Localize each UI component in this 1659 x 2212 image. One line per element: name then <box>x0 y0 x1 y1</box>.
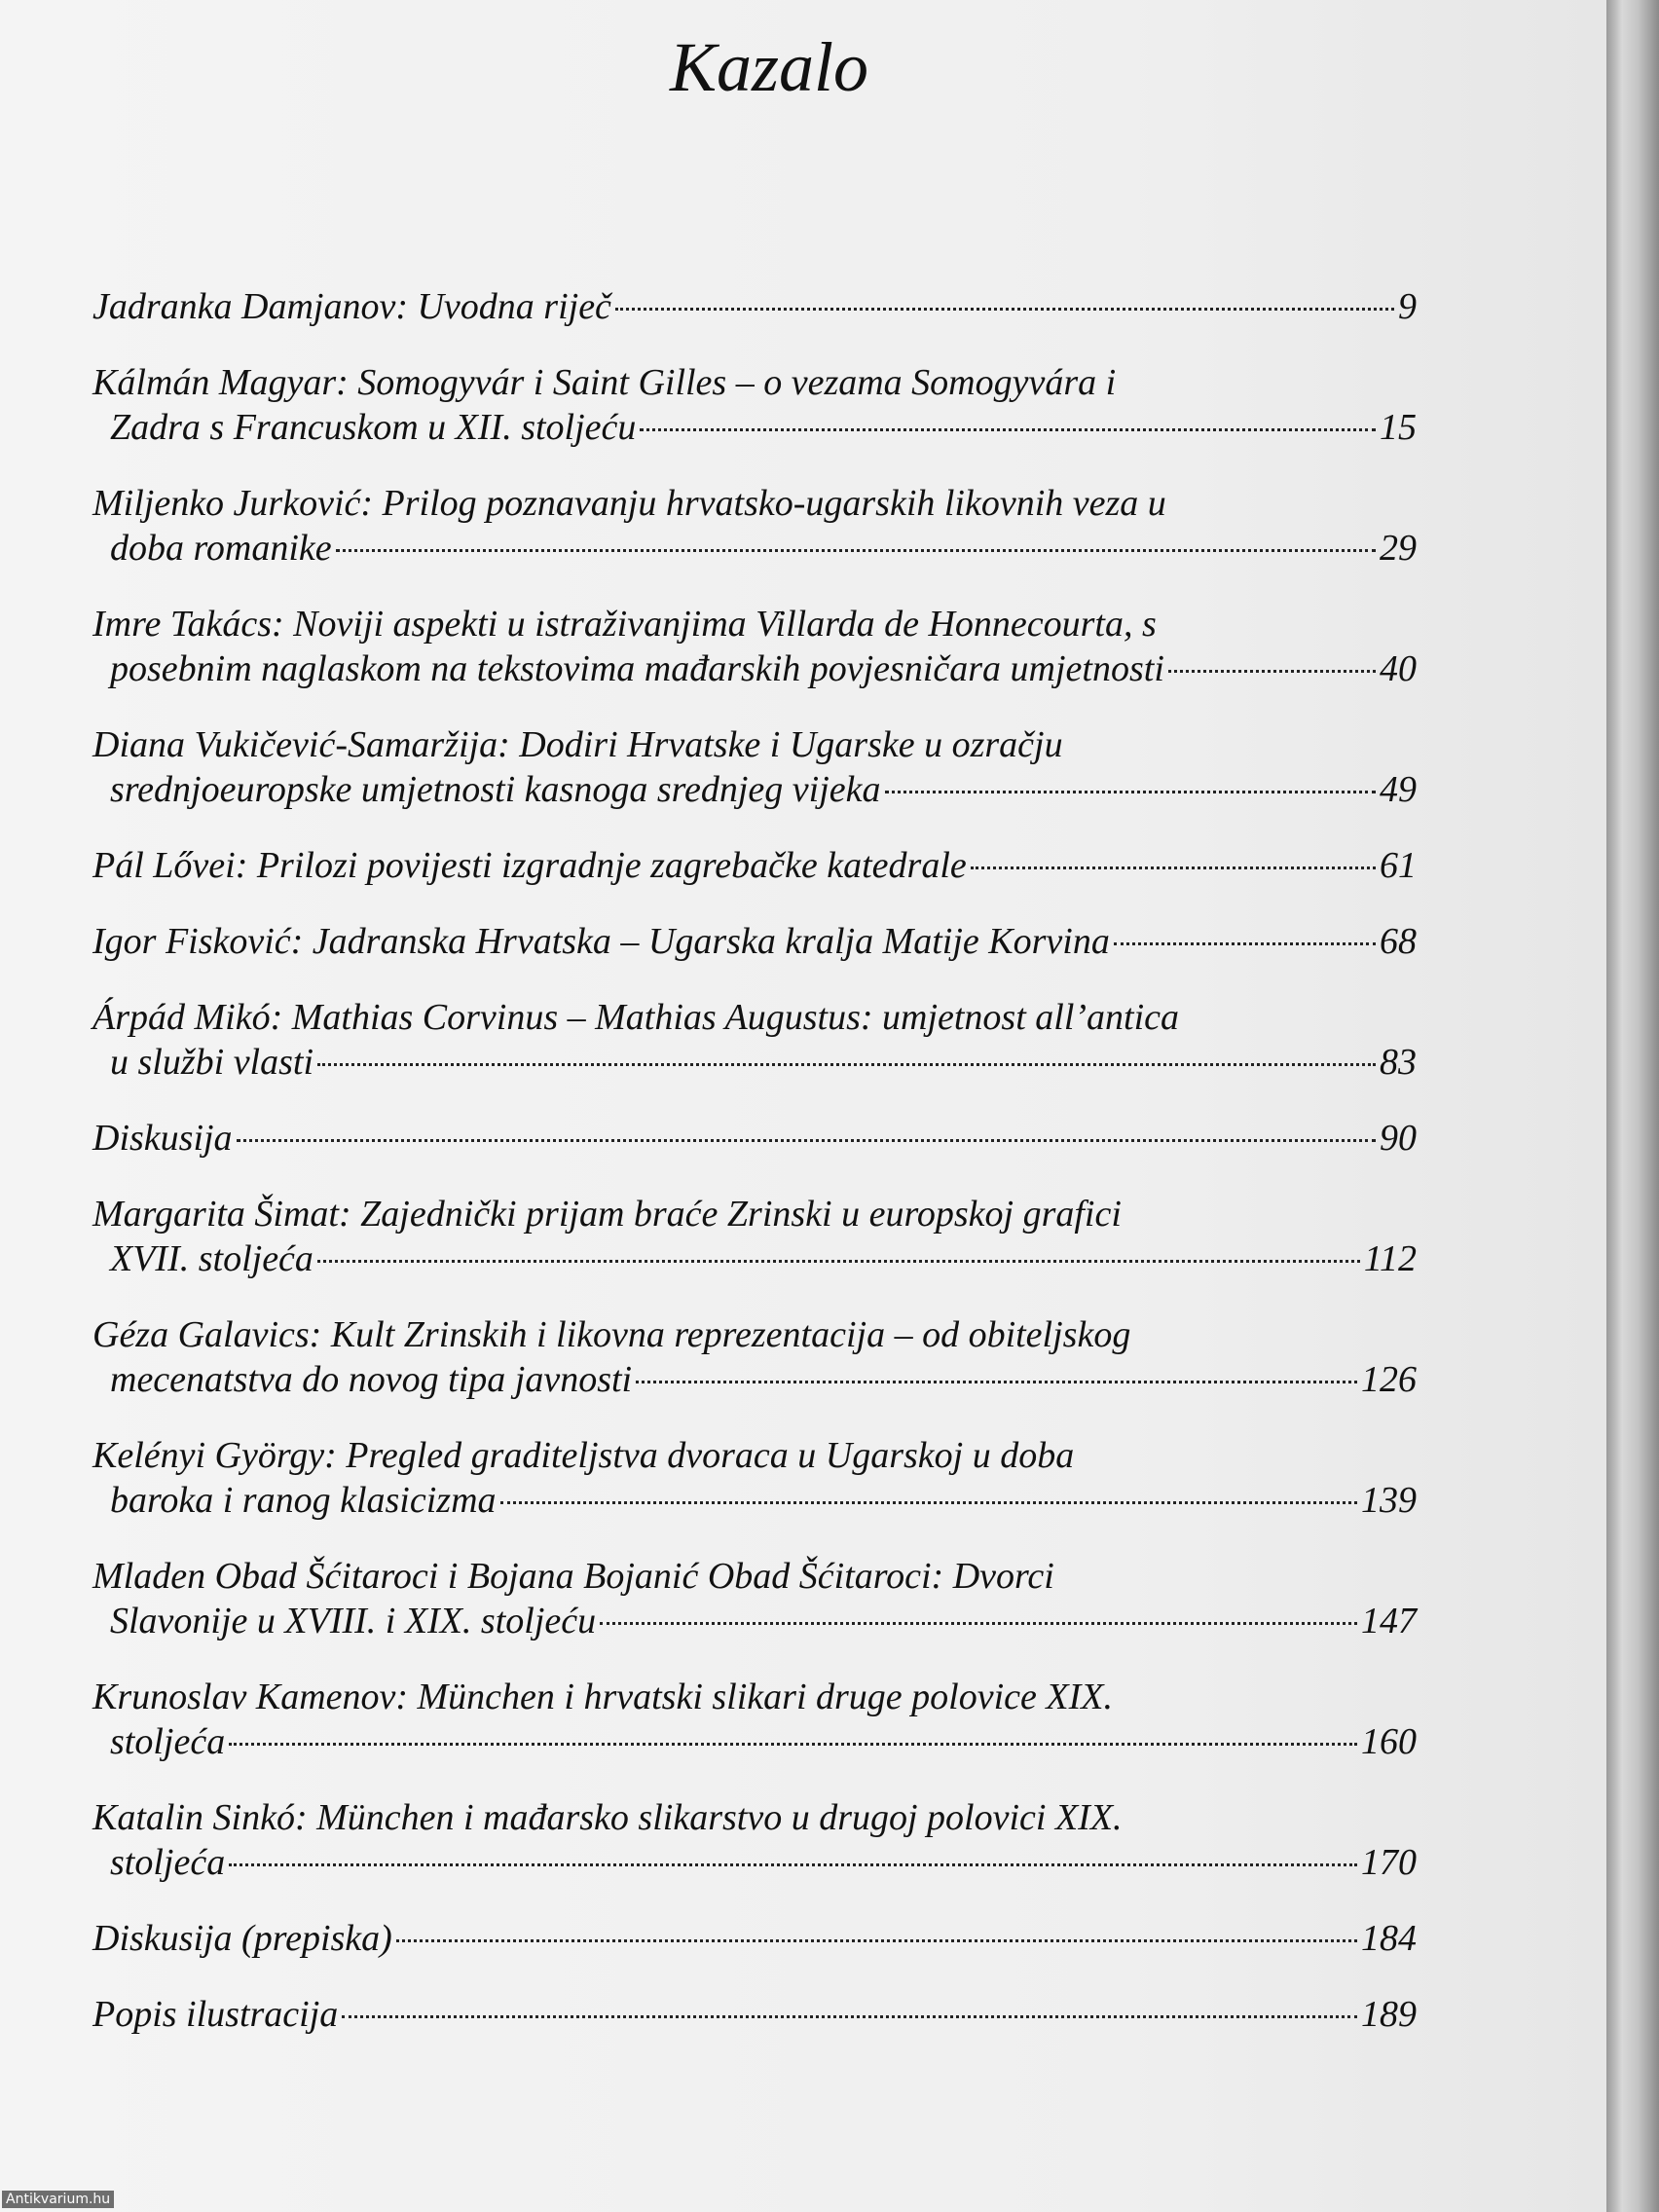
toc-entry-title-end: srednjoeuropske umjetnosti kasnoga srednjeg vijeka <box>110 769 881 810</box>
dot-leader <box>336 549 1376 552</box>
toc-entry-title-line: Katalin Sinkó: München i mađarsko slikarstvo u drugoj polovici XIX. <box>92 1797 1123 1838</box>
dot-leader <box>237 1139 1376 1142</box>
toc-entry-title-end: Diskusija <box>92 1118 233 1159</box>
toc-entry-title-end: Zadra s Francuskom u XII. stoljeću <box>110 407 637 448</box>
toc-entry-title-end: mecenatstva do novog tipa javnosti <box>110 1359 633 1400</box>
dot-leader <box>640 428 1376 431</box>
toc-entry <box>92 1312 1417 1402</box>
page-number: 29 <box>1380 528 1417 569</box>
toc-entry <box>92 1795 1417 1885</box>
page-number: 61 <box>1380 845 1417 886</box>
toc-entry-title-line: Krunoslav Kamenov: München i hrvatski slikari druge polovice XIX. <box>92 1677 1113 1717</box>
dot-leader <box>229 1743 1357 1746</box>
dot-leader <box>615 308 1394 311</box>
toc-entry <box>92 1554 1417 1643</box>
toc-entry <box>92 360 1417 450</box>
toc-entry-title-end: baroka i ranog klasicizma <box>110 1480 497 1521</box>
toc-entry <box>92 722 1417 812</box>
toc-entry-title-end: Igor Fisković: Jadranska Hrvatska – Ugarska kralja Matije Korvina <box>92 921 1110 962</box>
table-of-contents <box>92 284 1417 2068</box>
toc-entry-row <box>92 1992 1417 2037</box>
page-number: 112 <box>1363 1238 1417 1279</box>
toc-entry <box>92 843 1417 888</box>
toc-entry-title-line: Kálmán Magyar: Somogyvár i Saint Gilles – o vezama Somogyvára i <box>92 362 1117 403</box>
watermark: Antikvarium.hu <box>2 2191 114 2208</box>
page-number: 139 <box>1361 1480 1417 1521</box>
toc-entry <box>92 1192 1417 1281</box>
toc-entry-title-end: XVII. stoljeća <box>110 1238 313 1279</box>
page-number: 184 <box>1361 1918 1417 1959</box>
toc-entry <box>92 1675 1417 1764</box>
dot-leader <box>1168 670 1376 673</box>
toc-entry-title-line: Miljenko Jurković: Prilog poznavanju hrvatsko-ugarskih likovnih veza u <box>92 483 1166 524</box>
dot-leader <box>971 866 1376 869</box>
page-number: 40 <box>1380 648 1417 689</box>
page-number: 83 <box>1380 1042 1417 1083</box>
page-number: 49 <box>1380 769 1417 810</box>
toc-entry-row <box>92 1116 1417 1161</box>
dot-leader <box>396 1939 1357 1942</box>
toc-entry-row <box>92 526 1417 571</box>
page-number: 90 <box>1380 1118 1417 1159</box>
toc-entry <box>92 995 1417 1085</box>
toc-entry-row <box>92 919 1417 964</box>
toc-entry <box>92 1433 1417 1523</box>
toc-entry <box>92 1992 1417 2037</box>
toc-entry <box>92 284 1417 329</box>
toc-entry <box>92 1916 1417 1961</box>
toc-entry-title-end: stoljeća <box>110 1842 226 1883</box>
page-number: 15 <box>1380 407 1417 448</box>
toc-entry-title-line: Mladen Obad Šćitaroci i Bojana Bojanić Obad Šćitaroci: Dvorci <box>92 1556 1054 1597</box>
toc-entry-title-end: Slavonije u XVIII. i XIX. stoljeću <box>110 1601 597 1641</box>
dot-leader <box>885 791 1376 793</box>
toc-entry <box>92 919 1417 964</box>
dot-leader <box>636 1381 1357 1383</box>
toc-entry-title-end: stoljeća <box>110 1721 226 1762</box>
dot-leader <box>1114 942 1376 945</box>
dot-leader <box>317 1063 1376 1066</box>
page-number: 126 <box>1361 1359 1417 1400</box>
toc-entry <box>92 481 1417 571</box>
toc-entry-row <box>92 843 1417 888</box>
toc-entry-title-end: Diskusija (prepiska) <box>92 1918 392 1959</box>
toc-entry <box>92 1116 1417 1161</box>
toc-entry-title-end: Jadranka Damjanov: Uvodna riječ <box>92 286 611 327</box>
toc-entry-title-end: doba romanike <box>110 528 332 569</box>
toc-entry-title-end: Pál Lővei: Prilozi povijesti izgradnje zagrebačke katedrale <box>92 845 967 886</box>
toc-entry-row <box>92 1478 1417 1523</box>
toc-entry-row <box>92 1599 1417 1643</box>
dot-leader <box>500 1501 1357 1504</box>
toc-entry-row <box>92 1916 1417 1961</box>
page-number: 170 <box>1361 1842 1417 1883</box>
toc-entry-title-line: Diana Vukičević-Samaržija: Dodiri Hrvatske i Ugarske u ozračju <box>92 724 1063 765</box>
dot-leader <box>317 1260 1360 1263</box>
toc-entry-row <box>92 284 1417 329</box>
page-title: Kazalo <box>669 28 869 106</box>
toc-entry-row <box>92 1236 1417 1281</box>
page-number: 9 <box>1398 286 1417 327</box>
toc-entry-title-end: posebnim naglaskom na tekstovima mađarskih povjesničara umjetnosti <box>110 648 1164 689</box>
dot-leader <box>600 1622 1357 1625</box>
toc-entry-title-line: Margarita Šimat: Zajednički prijam braće Zrinski u europskoj grafici <box>92 1194 1122 1235</box>
toc-entry-row <box>92 1357 1417 1402</box>
toc-entry-title-line: Géza Galavics: Kult Zrinskih i likovna reprezentacija – od obiteljskog <box>92 1314 1131 1355</box>
toc-entry-row <box>92 1840 1417 1885</box>
toc-entry-title-line: Kelényi György: Pregled graditeljstva dvoraca u Ugarskoj u doba <box>92 1435 1075 1476</box>
toc-entry-row <box>92 1719 1417 1764</box>
page-number: 189 <box>1361 1994 1417 2035</box>
toc-entry-title-end: Popis ilustracija <box>92 1994 339 2035</box>
page-number: 160 <box>1361 1721 1417 1762</box>
toc-entry-title-line: Árpád Mikó: Mathias Corvinus – Mathias Augustus: umjetnost all’antica <box>92 997 1180 1038</box>
book-spine <box>1606 0 1659 2212</box>
toc-entry <box>92 602 1417 691</box>
toc-entry-title-line: Imre Takács: Noviji aspekti u istraživanjima Villarda de Honnecourta, s <box>92 604 1157 645</box>
dot-leader <box>342 2015 1357 2018</box>
page-number: 68 <box>1380 921 1417 962</box>
dot-leader <box>229 1863 1357 1866</box>
toc-entry-row <box>92 646 1417 691</box>
toc-entry-row <box>92 1040 1417 1085</box>
page-number: 147 <box>1361 1601 1417 1641</box>
toc-entry-title-end: u službi vlasti <box>110 1042 314 1083</box>
toc-entry-row <box>92 767 1417 812</box>
toc-entry-row <box>92 405 1417 450</box>
